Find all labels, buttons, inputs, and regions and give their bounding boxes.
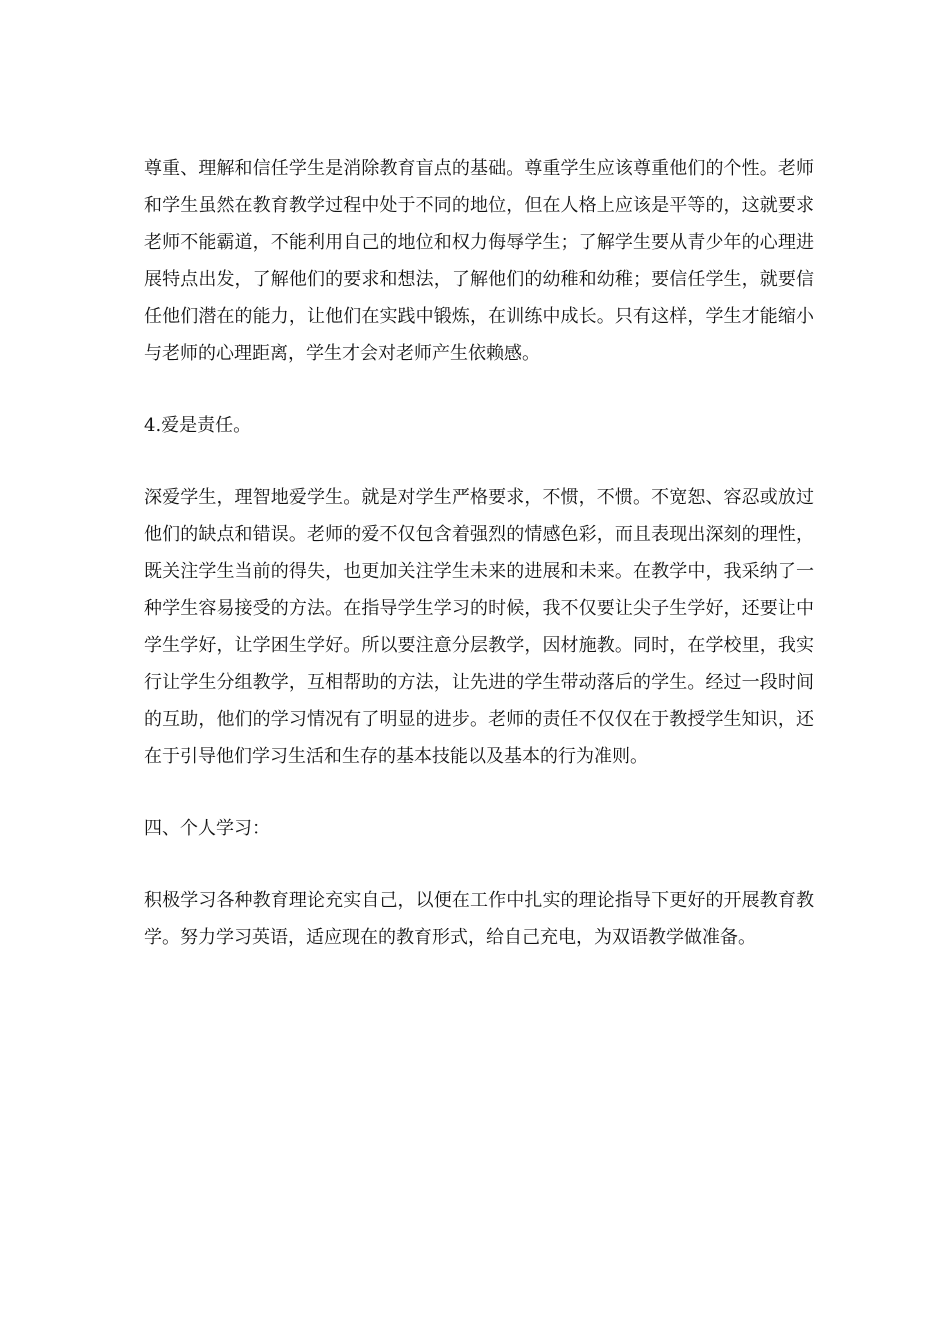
paragraph-love-students: 深爱学生，理智地爱学生。就是对学生严格要求，不惯，不惯。不宽恕、容忍或放过他们的缺点和错误。老师的爱不仅包含着强烈的情感色彩，而且表现出深刻的理性，既关注学生当前的得失，也更加关注学生未来的进展和未来。在教学中，我采纳了一种学生容易接受的方法。在指导学生学习的时候，我不仅要让尖子生学好，还要让中学生学好，让学困生学好。所以要注意分层教学，因材施教。同时，在学校里，我实行让学生分组教学，互相帮助的方法，让先进的学生带动落后的学生。经过一段时间的互助，他们的学习情况有了明显的进步。老师的责任不仅仅在于教授学生知识，还在于引导他们学习生活和生存的基本技能以及基本的行为准则。 [144, 487, 814, 767]
section-heading-personal-study: 四、个人学习： [144, 818, 270, 839]
document-body [144, 150, 814, 991]
section-heading-love-responsibility: 4.爱是责任。 [144, 415, 252, 436]
paragraph-personal-study: 积极学习各种教育理论充实自己，以便在工作中扎实的理论指导下更好的开展教育教学。努力学习英语，适应现在的教育形式，给自己充电，为双语教学做准备。 [144, 890, 814, 948]
paragraph-respect-trust: 尊重、理解和信任学生是消除教育盲点的基础。尊重学生应该尊重他们的个性。老师和学生虽然在教育教学过程中处于不同的地位，但在人格上应该是平等的，这就要求老师不能霸道，不能利用自己的地位和权力侮辱学生；了解学生要从青少年的心理进展特点出发，了解他们的要求和想法，了解他们的幼稚和幼稚；要信任学生，就要信任他们潜在的能力，让他们在实践中锻炼，在训练中成长。只有这样，学生才能缩小与老师的心理距离，学生才会对老师产生依赖感。 [144, 158, 814, 364]
